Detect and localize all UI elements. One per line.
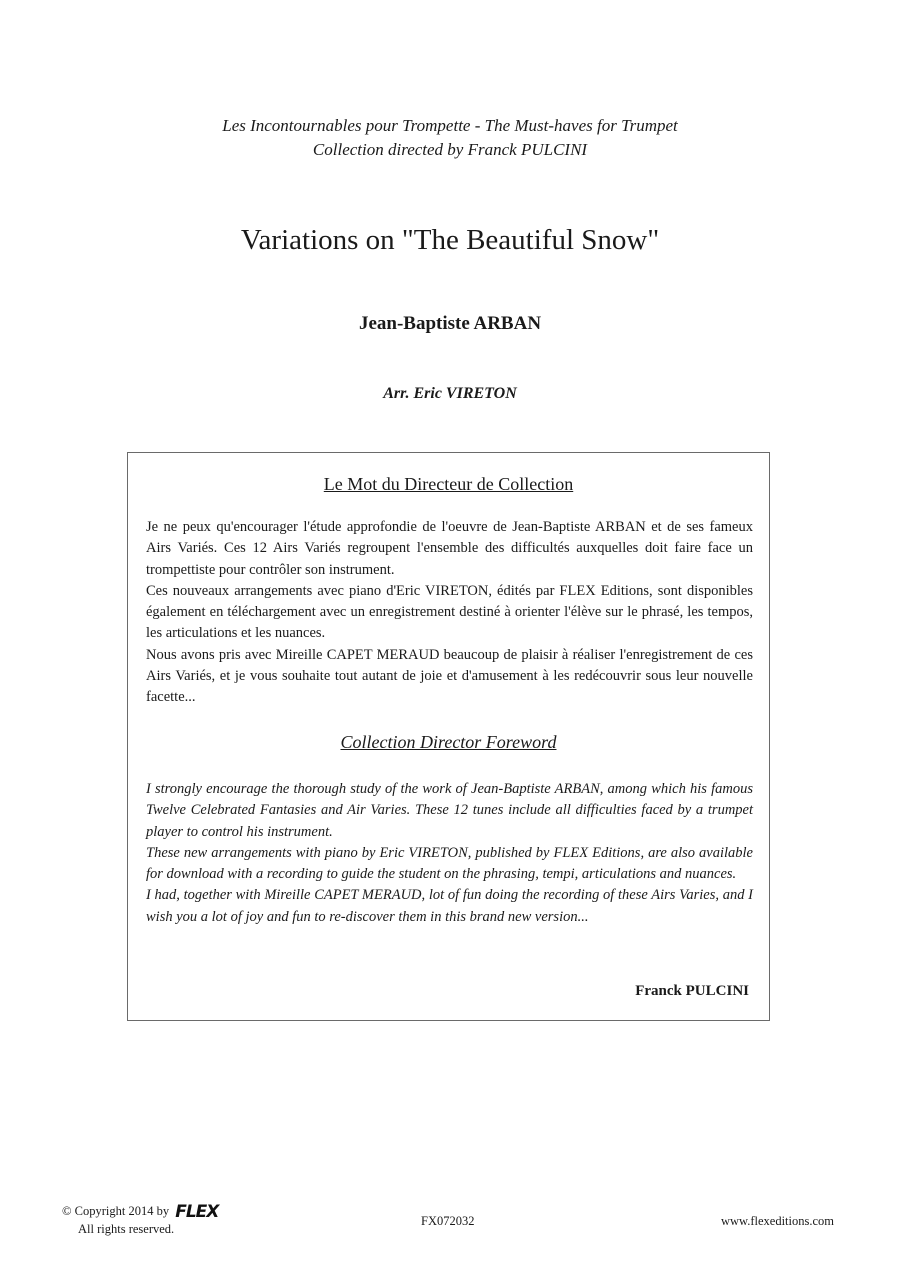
foreword-box (127, 452, 770, 1021)
foreword-text-en (146, 779, 753, 928)
flex-logo: FLEX (175, 1202, 219, 1222)
foreword-text-fr (146, 517, 753, 709)
foreword-heading-en: Collection Director Foreword (340, 732, 557, 752)
foreword-paragraph-fr: Nous avons pris avec Mireille CAPET MERAUD beaucoup de plaisir à réaliser l'enregistrement de ces Airs Variés, et je vous souhaite tout autant de joie et d'amusement à les redécouvrir sous leur nouvelle facette... (146, 646, 753, 706)
publisher-website: www.flexeditions.com (720, 1214, 834, 1228)
arranger-name: Arr. Eric VIRETON (383, 385, 517, 402)
foreword-heading-fr: Le Mot du Directeur de Collection (323, 474, 574, 494)
foreword-paragraph-fr: Je ne peux qu'encourager l'étude approfondie de l'oeuvre de Jean-Baptiste ARBAN et de ses fameux Airs Variés. Ces 12 Airs Variés regroupent l'ensemble des difficultés auxquelles doit faire face un trompettiste pour contrôler son instrument. (146, 519, 753, 578)
composer-name: Jean-Baptiste ARBAN (358, 313, 542, 334)
copyright-notice (62, 1203, 218, 1238)
rights-reserved: All rights reserved. (78, 1222, 175, 1236)
series-title: Les Incontournables pour Trompette - The Must-haves for Trumpet (222, 116, 678, 135)
foreword-paragraph-en: I had, together with Mireille CAPET MERAUD, lot of fun doing the recording of these Airs Varies, and I wish you a lot of joy and fun to re-discover them in this brand new version... (146, 887, 753, 925)
series-header (0, 114, 900, 162)
copyright-text: © Copyright 2014 by (62, 1204, 170, 1218)
foreword-paragraph-en: These new arrangements with piano by Eric VIRETON, published by FLEX Editions, are also available for download with a recording to guide the student on the phrasing, tempi, articulations and nuances. (146, 844, 753, 883)
foreword-paragraph-fr: Ces nouveaux arrangements avec piano d'Eric VIRETON, édités par FLEX Editions, sont disponibles également en téléchargement avec un enregistrement destiné à orienter l'élève sur le phrasé, les tempos, les articulations et les nuances. (146, 582, 753, 642)
catalog-code: FX072032 (421, 1214, 475, 1228)
foreword-signature: Franck PULCINI (635, 983, 749, 999)
piece-title: Variations on "The Beautiful Snow" (240, 224, 660, 256)
foreword-paragraph-en: I strongly encourage the thorough study of the work of Jean-Baptiste ARBAN, among which his famous Twelve Celebrated Fantasies and Air Varies. These 12 tunes include all difficulties faced by a trumpet player to control his instrument. (146, 781, 753, 840)
collection-director-line: Collection directed by Franck PULCINI (312, 140, 588, 159)
